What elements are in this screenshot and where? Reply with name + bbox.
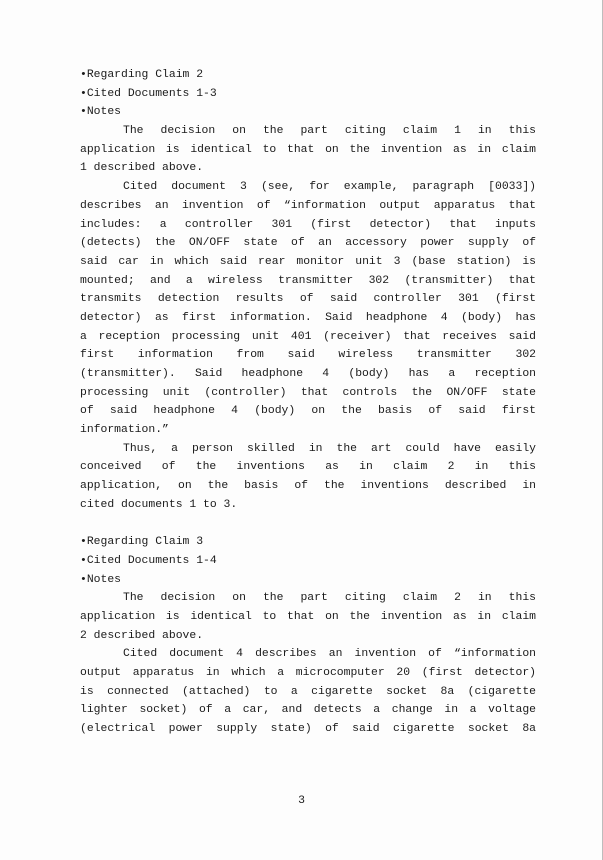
text-line: of said headphone 4 (body) on the basis of said first [80, 405, 536, 418]
text-line: Thus, a person skilled in the art could have easily [123, 442, 536, 455]
text-line: cited documents 1 to 3. [80, 498, 238, 511]
text-line: conceived of the inventions as in claim 2 in this [80, 461, 536, 474]
text-line: is connected (attached) to a cigarette socket 8a (cigarette [80, 685, 536, 698]
document-body [80, 66, 536, 739]
text-line: (detects) the ON/OFF state of an accessory power supply of [80, 237, 536, 250]
text-line: Cited document 3 (see, for example, paragraph [0033]) [123, 181, 536, 194]
paragraph [80, 178, 536, 440]
claim-heading: •Regarding Claim 3 [80, 536, 204, 549]
page-number: 3 [298, 795, 305, 807]
text-line: (transmitter). Said headphone 4 (body) has a reception [80, 368, 536, 380]
text-line: The decision on the part citing claim 2 in this [123, 592, 536, 605]
notes-heading: •Notes [80, 106, 122, 119]
section-spacer [80, 515, 536, 534]
text-line: said car in which said rear monitor unit 3 (base station) is [80, 255, 536, 268]
section-claim-3 [80, 533, 536, 739]
text-line: Cited document 4 describes an invention of “information [123, 648, 536, 661]
text-line: detector) as first information. Said headphone 4 (body) has [80, 311, 536, 324]
text-line: application is identical to that on the invention as in claim [80, 143, 536, 156]
section-claim-2 [80, 66, 536, 515]
claim-heading: •Regarding Claim 2 [80, 69, 204, 81]
text-line: 2 described above. [80, 629, 204, 642]
text-line: processing unit (controller) that controls the ON/OFF state [80, 386, 536, 399]
notes-heading: •Notes [80, 573, 122, 586]
text-line: The decision on the part citing claim 1 in this [123, 125, 536, 138]
text-line: application is identical to that on the invention as in claim [80, 610, 536, 623]
text-line: information.” [80, 424, 169, 437]
text-line: a reception processing unit 401 (receiver) that receives said [80, 330, 536, 343]
text-line: output apparatus in which a microcomputer 20 (first detector) [80, 667, 536, 679]
paragraph [80, 440, 536, 515]
text-line: transmits detection results of said controller 301 (first [80, 293, 536, 306]
paragraph [80, 645, 536, 738]
text-line: (electrical power supply state) of said cigarette socket 8a [80, 723, 536, 736]
text-line: 1 described above. [80, 162, 204, 175]
text-line: mounted; and a wireless transmitter 302 (transmitter) that [80, 274, 536, 287]
paragraph [80, 589, 536, 645]
text-line: application, on the basis of the inventions described in [80, 480, 536, 493]
cited-documents-heading: •Cited Documents 1-4 [80, 554, 217, 567]
text-line: includes: a controller 301 (first detector) that inputs [80, 218, 536, 231]
text-line: describes an invention of “information output apparatus that [80, 199, 536, 212]
text-line: lighter socket) of a car, and detects a change in a voltage [80, 704, 536, 717]
text-line: first information from said wireless transmitter 302 [80, 349, 536, 362]
paragraph [80, 122, 536, 178]
cited-documents-heading: •Cited Documents 1-3 [80, 87, 217, 100]
